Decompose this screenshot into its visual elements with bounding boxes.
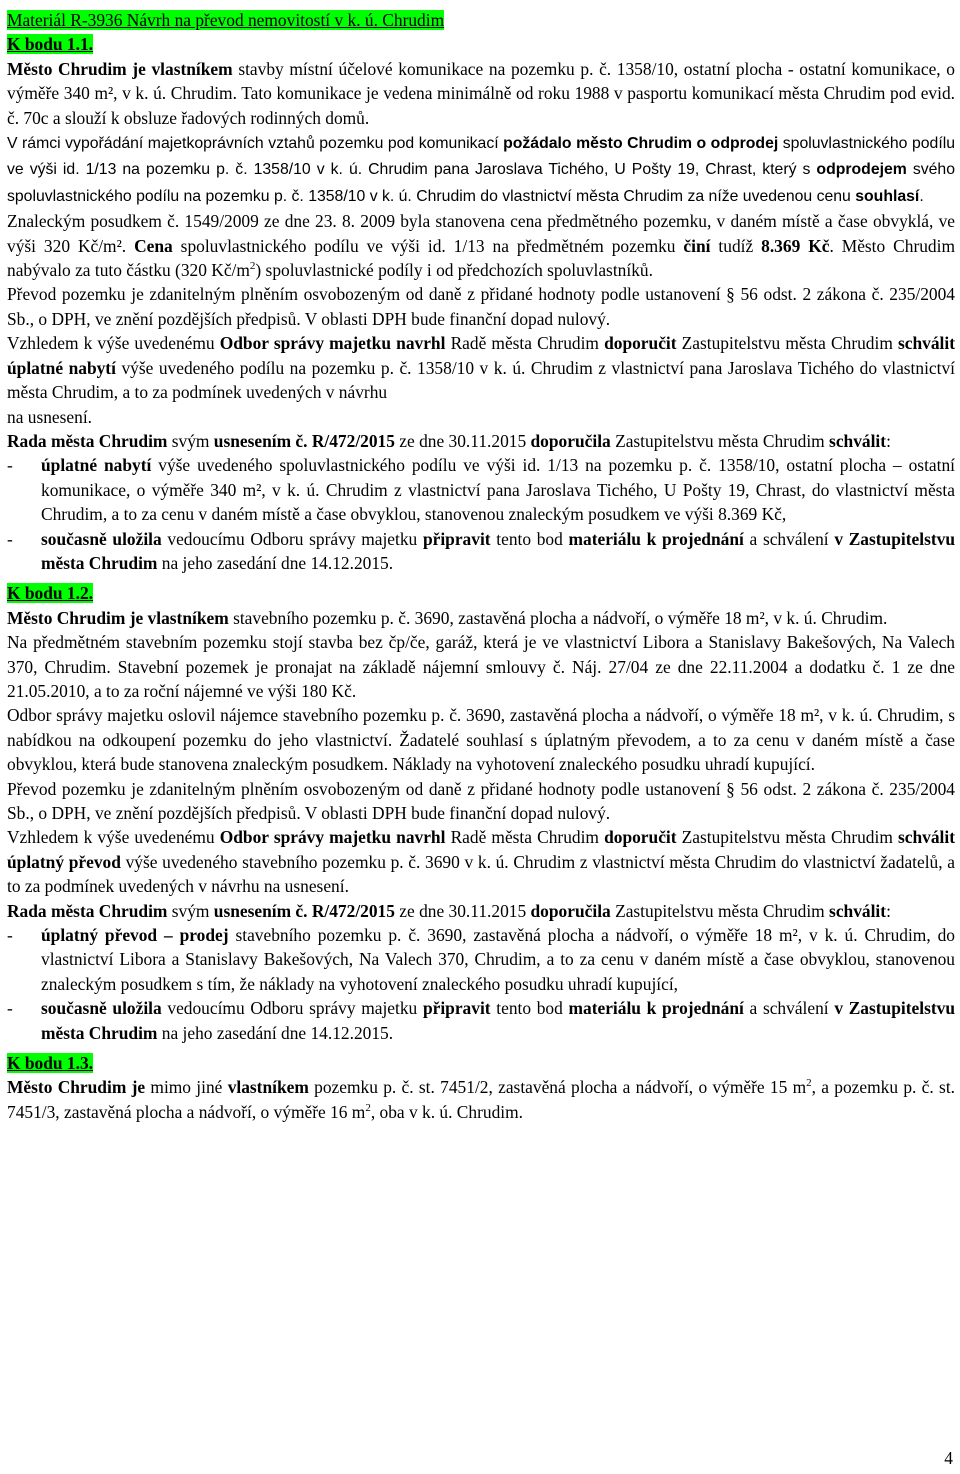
list-item: - úplatný převod – prodej stavebního pozemku p. č. 3690, zastavěná plocha a nádvoří, o výměře 18 m², v k. ú. Chrudim, do vlastnictví Libora a Stanislavy Bakešových, Na Valech 370, Chrudim, a to za cenu v daném místě a čase obvyklou, stanovenou znaleckým posudkem s tím, že náklady na vyhotovení znaleckého posudku uhradí kupující, [7,925,955,994]
paragraph: Rada města Chrudim svým usnesením č. R/472/2015 ze dne 30.11.2015 doporučila Zastupitelstvu města Chrudim schválit: [7,430,891,451]
section-heading-1-2: K bodu 1.2. [7,583,94,604]
paragraph: Znaleckým posudkem č. 1549/2009 ze dne 23. 8. 2009 byla stanovena cena předmětného pozemku, v daném místě a čase obvyklá, ve výši 320 Kč/m². Cena spoluvlastnického podílu ve výši id. 1/13 na předmětném pozemku činí tudíž 8.369 Kč. Město Chrudim nabývalo za tuto částku (320 $Kč/m^2$) spoluvlastnické podíly i od předchozích spoluvlastníků. [7,211,955,281]
document-page [7,8,955,1124]
list-item: - současně uložila vedoucímu Odboru správy majetku připravit tento bod materiálu k projednání a schválení v Zastupitelstvu města Chrudim na jeho zasedání dne 14.12.2015. [7,998,955,1043]
paragraph: Město Chrudim je vlastníkem stavby místní účelové komunikace na pozemku p. č. 1358/10, ostatní plocha - ostatní komunikace, o výměře 340 m², v k. ú. Chrudim. Tato komunikace je vedena minimálně od roku 1988 v pasportu komunikací města Chrudim pod evid. č. 70c a slouží k obsluze řadových rodinných domů. [7,58,956,128]
paragraph: Vzhledem k výše uvedenému Odbor správy majetku navrhl Radě města Chrudim doporučit Zastupitelstvu města Chrudim schválit úplatné nabytí výše uvedeného podílu na pozemku p. č. 1358/10 v k. ú. Chrudim z vlastnictví pana Jaroslava Tichého do vlastnictví města Chrudim, a to za podmínek uvedených v návrhu [7,333,956,403]
list-item: - současně uložila vedoucímu Odboru správy majetku připravit tento bod materiálu k projednání a schválení v Zastupitelstvu města Chrudim na jeho zasedání dne 14.12.2015. [7,528,955,573]
paragraph: Město Chrudim je vlastníkem stavebního pozemku p. č. 3690, zastavěná plocha a nádvoří, o výměře 18 m², v k. ú. Chrudim. [7,607,888,628]
paragraph: Odbor správy majetku oslovil nájemce stavebního pozemku p. č. 3690, zastavěná plocha a nádvoří, o výměře 18 m², v k. ú. Chrudim, s nabídkou na odkoupení pozemku do jeho vlastnictví. Žadatelé souhlasí s úplatným převodem, a to za cenu v daném místě a čase obvyklou, která bude stanovena znaleckým posudkem. Náklady na vyhotovení znaleckého posudku uhradí kupující. [7,705,955,775]
paragraph: Na předmětném stavebním pozemku stojí stavba bez čp/če, garáž, která je ve vlastnictví Libora a Stanislavy Bakešových, Na Valech 370, Chrudim. Stavební pozemek je pronajat na základě nájemní smlouvy č. Náj. 27/04 ze dne 22.11.2004 a dodatku č. 1 ze dne 21.05.2010, a to za roční nájemné ve výši 180 Kč. [7,632,955,701]
paragraph: V rámci vypořádání majetkoprávních vztahů pozemku pod komunikací požádalo město Chrudim o odprodej spoluvlastnického podílu ve výši id. 1/13 na pozemku p. č. 1358/10 v k. ú. Chrudim pana Jaroslava Tichého, U Pošty 19, Chrast, který s odprodejem svého spoluvlastnického podílu na pozemku p. č. 1358/10 v k. ú. Chrudim do vlastnictví města Chrudim za níže uvedenou cenu souhlasí. [7,135,956,205]
paragraph: Město Chrudim je mimo jiné vlastníkem pozemku p. č. st. 7451/2, zastavěná plocha a nádvoří, o výměře 15 $m^2$, a pozemku p. č. st. 7451/3, zastavěná plocha a nádvoří, o výměře 16 $m^2$, oba v k. ú. Chrudim. [7,1077,955,1122]
paragraph: Rada města Chrudim svým usnesením č. R/472/2015 ze dne 30.11.2015 doporučila Zastupitelstvu města Chrudim schválit: [7,900,891,921]
page-number: 4 [944,1448,953,1468]
section-heading-1-1: K bodu 1.1. [7,34,94,55]
paragraph: na usnesení. [7,406,93,427]
paragraph: Převod pozemku je zdanitelným plněním osvobozeným od daně z přidané hodnoty podle ustanovení § 56 odst. 2 zákona č. 235/2004 Sb., o DPH, ve znění pozdějších předpisů. V oblasti DPH bude finanční dopad nulový. [7,284,955,329]
paragraph: Převod pozemku je zdanitelným plněním osvobozeným od daně z přidané hodnoty podle ustanovení § 56 odst. 2 zákona č. 235/2004 Sb., o DPH, ve znění pozdějších předpisů. V oblasti DPH bude finanční dopad nulový. [7,778,955,823]
paragraph: Vzhledem k výše uvedenému Odbor správy majetku navrhl Radě města Chrudim doporučit Zastupitelstvu města Chrudim schválit úplatný převod výše uvedeného stavebního pozemku p. č. 3690 v k. ú. Chrudim z vlastnictví města Chrudim do vlastnictví žadatelů, a to za podmínek uvedených v návrhu na usnesení. [7,827,956,897]
list-item: - úplatné nabytí výše uvedeného spoluvlastnického podílu ve výši id. 1/13 na pozemku p. č. 1358/10, ostatní plocha – ostatní komunikace, o výměře 340 m², v k. ú. Chrudim z vlastnictví pana Jaroslava Tichého, U Pošty 19, Chrast, do vlastnictví města Chrudim, a to za cenu v daném místě a čase obvyklou, stanovenou znaleckým posudkem ve výši 8.369 Kč, [7,455,955,525]
document-title: Materiál R-3936 Návrh na převod nemovitostí v k. ú. Chrudim [7,10,445,30]
section-heading-1-3: K bodu 1.3. [7,1053,94,1074]
